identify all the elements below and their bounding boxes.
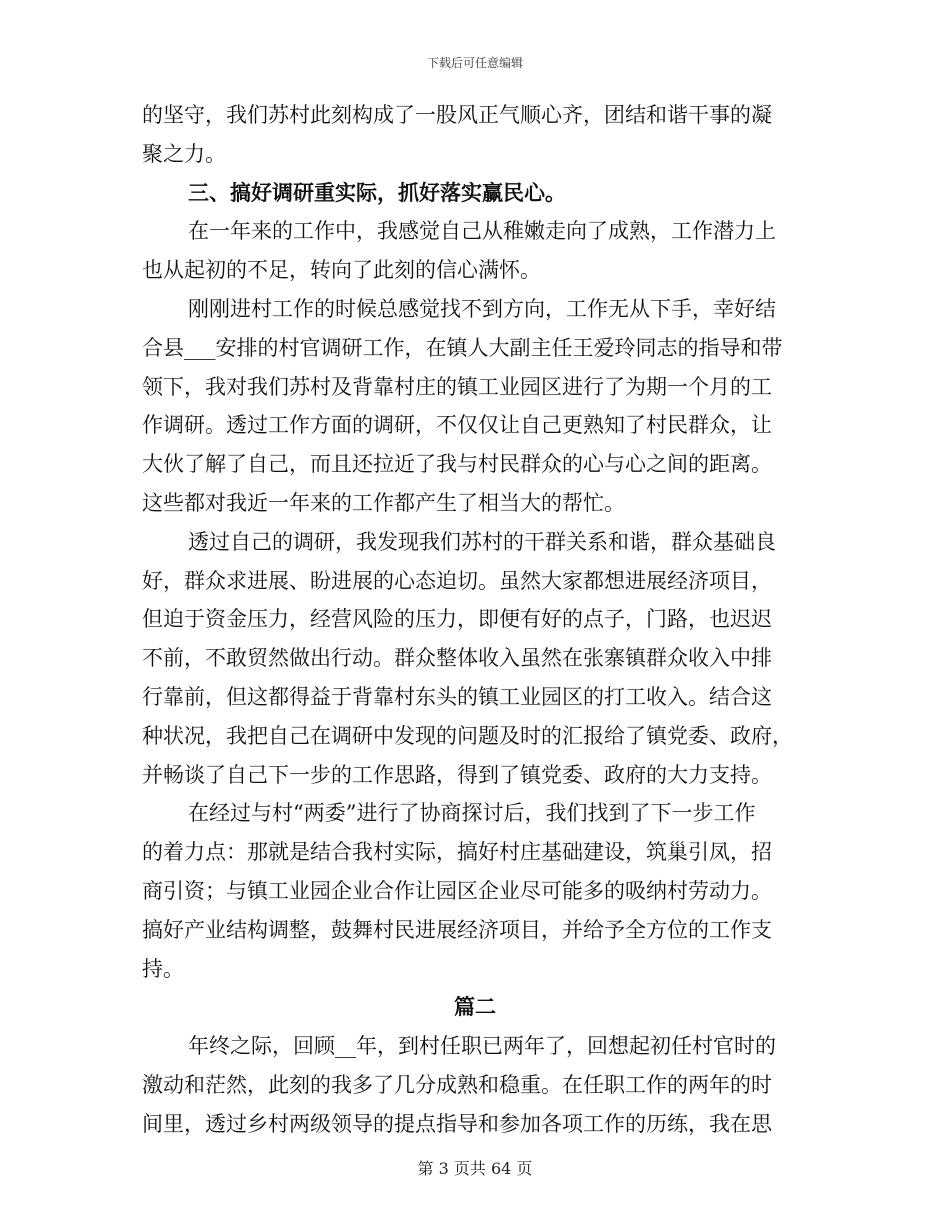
text-line: 透过自己的调研，我发现我们苏村的干群关系和谐，群众基础良 xyxy=(188,529,776,554)
text-line: 间里，透过乡村两级领导的提点指导和参加各项工作的历练，我在思 xyxy=(142,1111,772,1136)
text-line: 商引资；与镇工业园企业合作让园区企业尽可能多的吸纳村劳动力。 xyxy=(142,878,772,903)
text-line: 并畅谈了自己下一步的工作思路，得到了镇党委、政府的大力支持。 xyxy=(142,762,772,787)
section-heading: 三、搞好调研重实际，抓好落实赢民心。 xyxy=(188,179,566,205)
text-line: 搞好产业结构调整，鼓舞村民进展经济项目，并给予全方位的工作支 xyxy=(142,917,772,942)
text-line: 在经过与村“两委”进行了协商探讨后，我们找到了下一步工作 xyxy=(188,801,756,826)
text-line: 不前，不敢贸然做出行动。群众整体收入虽然在张寨镇群众收入中排 xyxy=(142,646,772,671)
text-line: 好，群众求进展、盼进展的心态迫切。虽然大家都想进展经济项目， xyxy=(142,568,772,593)
document-body xyxy=(142,96,808,1144)
text-line: 行靠前，但这都得益于背靠村东头的镇工业园区的打工收入。结合这 xyxy=(142,684,772,709)
chapter-title: 篇二 xyxy=(454,994,496,1020)
text-line: 作调研。透过工作方面的调研，不仅仅让自己更熟知了村民群众，让 xyxy=(142,413,772,438)
text-line: 大伙了解了自己，而且还拉近了我与村民群众的心与心之间的距离。 xyxy=(142,452,772,477)
text-line: 也从起初的不足，转向了此刻的信心满怀。 xyxy=(142,258,541,283)
text-line: 激动和茫然，此刻的我多了几分成熟和稳重。在任职工作的两年的时 xyxy=(142,1072,772,1097)
text-line: 但迫于资金压力，经营风险的压力，即便有好的点子，门路，也迟迟 xyxy=(142,607,772,632)
text-line: 领下，我对我们苏村及背靠村庄的镇工业园区进行了为期一个月的工 xyxy=(142,374,772,399)
text-line: 种状况，我把自己在调研中发现的问题及时的汇报给了镇党委、政府， xyxy=(142,723,793,748)
text-line: 刚刚进村工作的时候总感觉找不到方向，工作无从下手，幸好结 xyxy=(188,296,776,321)
text-line: 合县___安排的村官调研工作，在镇人大副主任王爱玲同志的指导和带 xyxy=(142,335,783,360)
page-header: 下载后可任意编辑 xyxy=(426,56,523,70)
text-line: 在一年来的工作中，我感觉自己从稚嫩走向了成熟，工作潜力上 xyxy=(188,219,776,244)
text-line: 这些都对我近一年来的工作都产生了相当大的帮忙。 xyxy=(142,490,625,515)
text-line: 的着力点：那就是结合我村实际，搞好村庄基础建设，筑巢引凤，招 xyxy=(142,840,772,865)
page-footer: 第 3 页共 64 页 xyxy=(417,1159,533,1178)
text-line: 聚之力。 xyxy=(142,141,226,166)
text-line: 年终之际，回顾__年，到村任职已两年了，回想起初任村官时的 xyxy=(188,1034,776,1059)
text-line: 的坚守，我们苏村此刻构成了一股风正气顺心齐，团结和谐干事的凝 xyxy=(142,103,772,127)
text-line: 持。 xyxy=(142,956,184,981)
